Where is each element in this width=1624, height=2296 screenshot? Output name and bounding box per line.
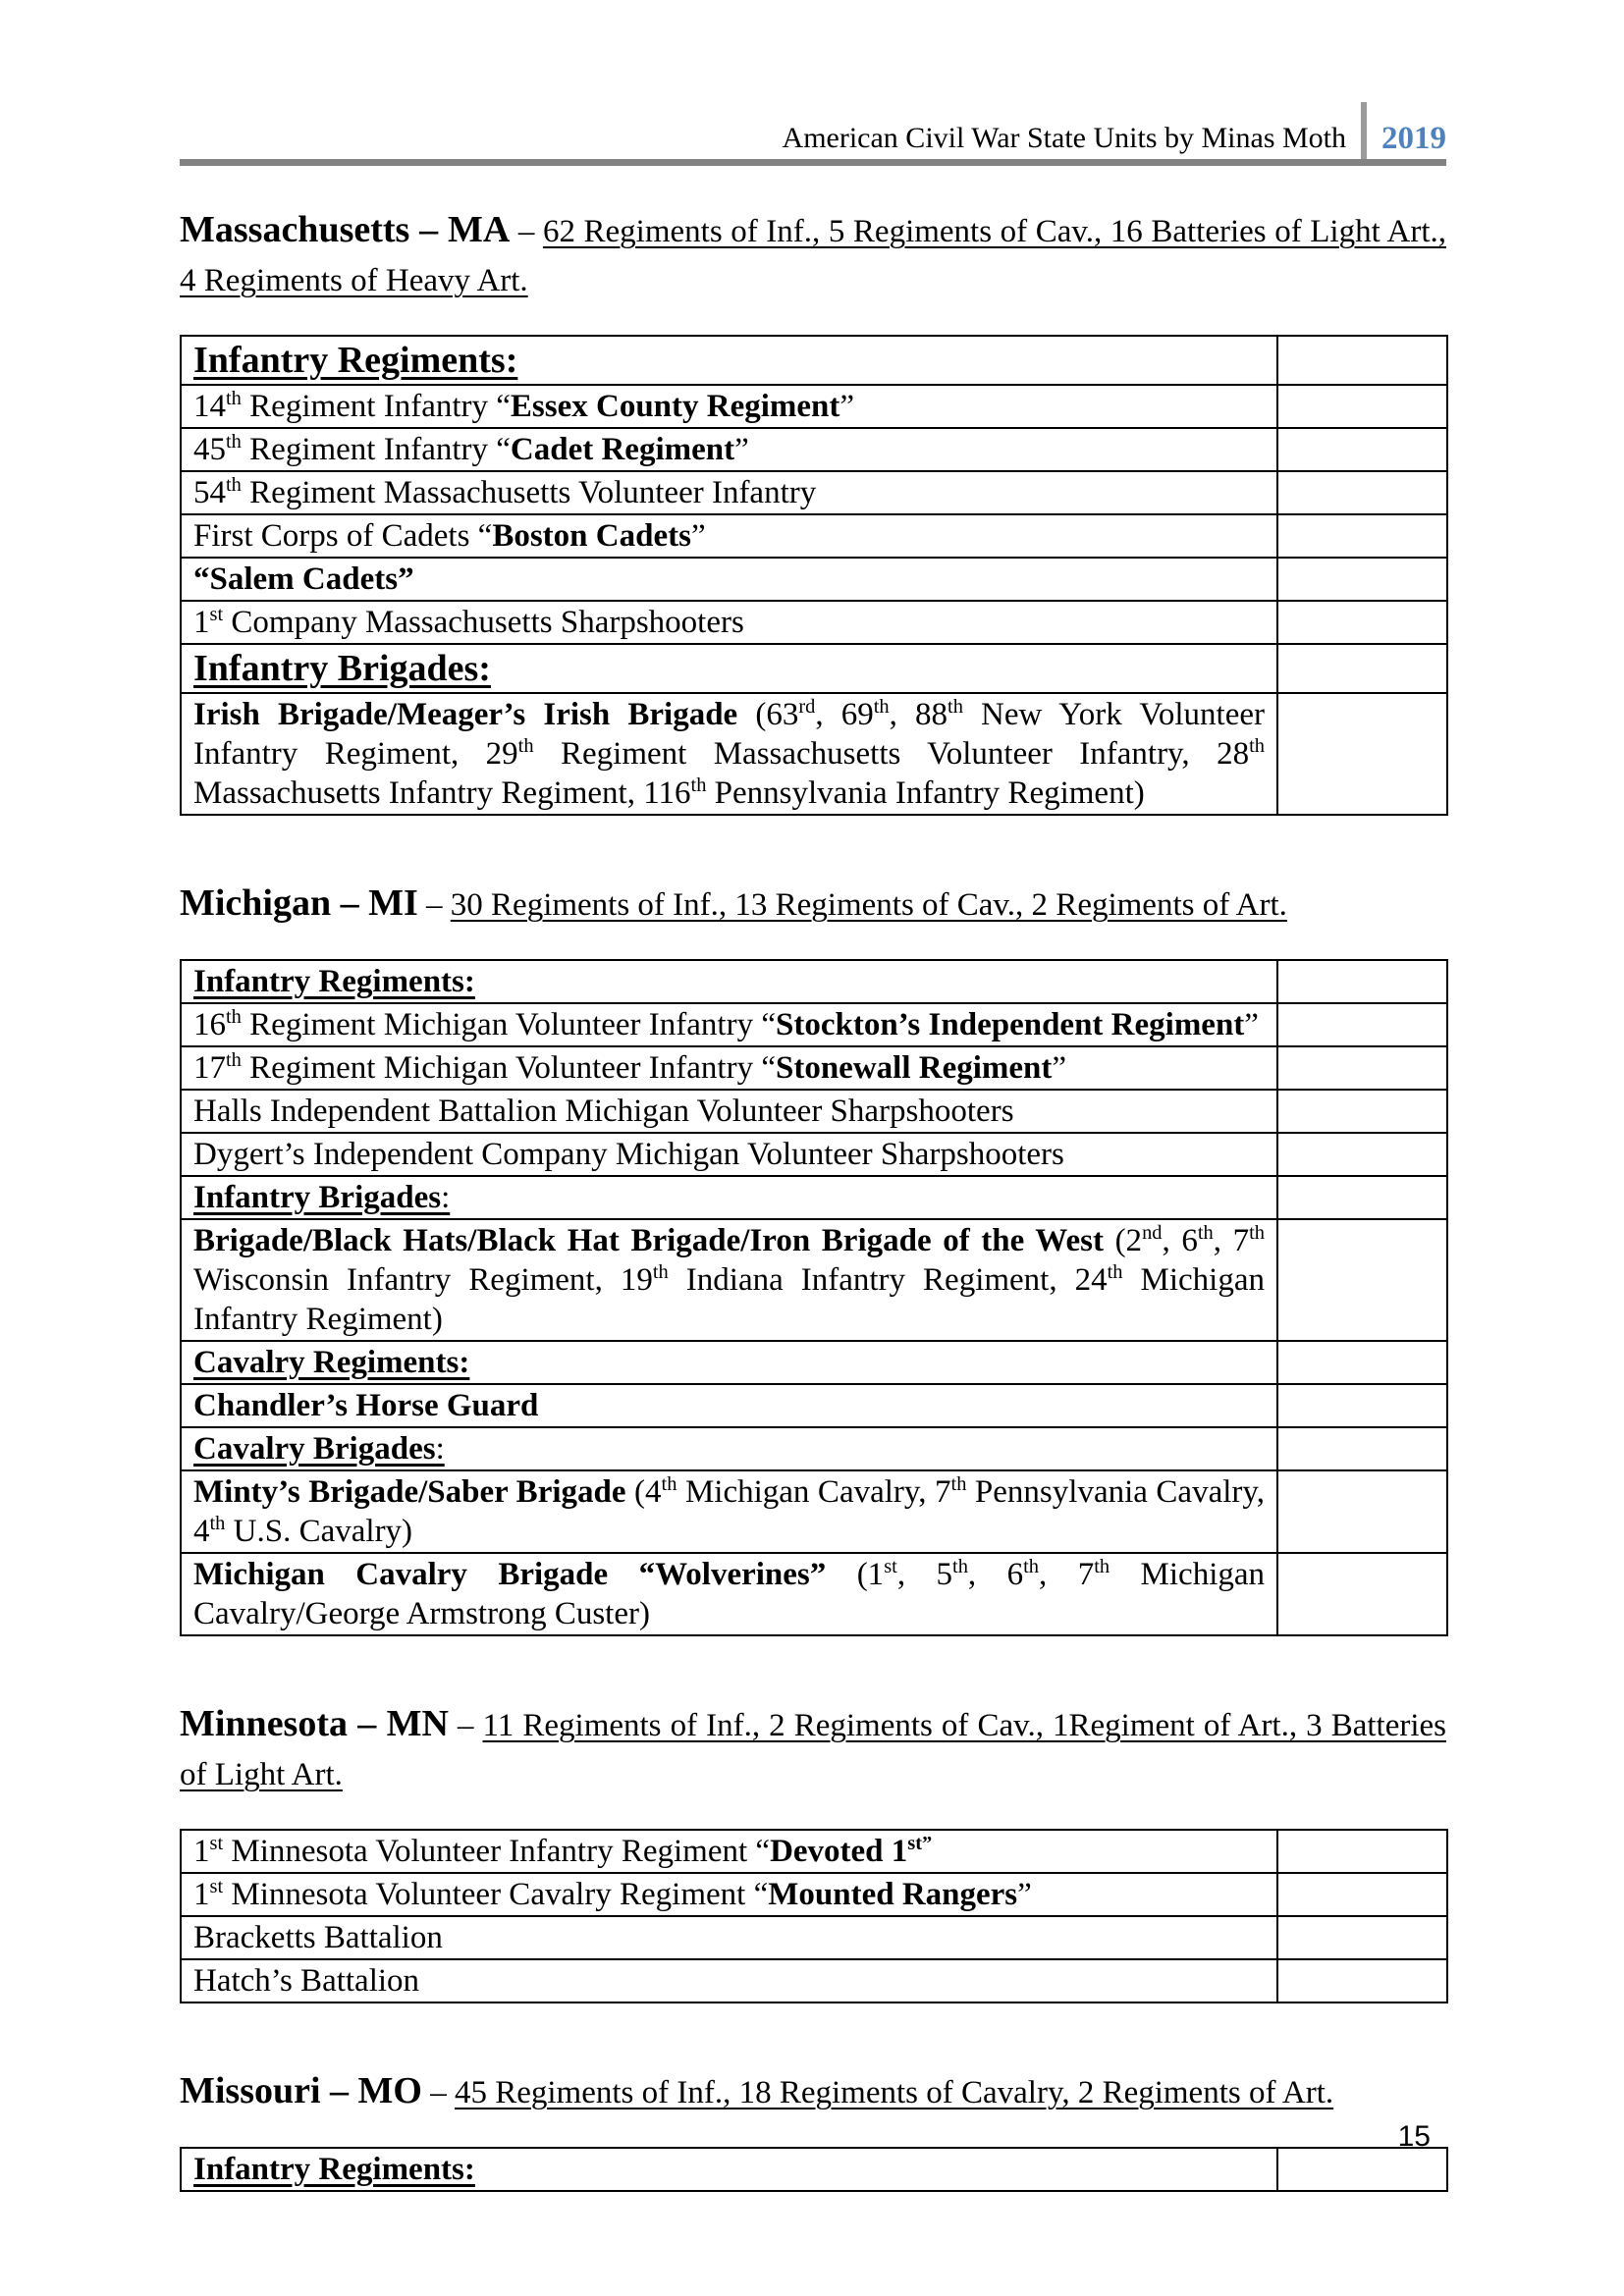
unit-name-cell (181, 1384, 1277, 1427)
text-run: – (510, 214, 543, 249)
text-run: ” (690, 518, 706, 554)
text-run: Michigan – MI (180, 882, 418, 924)
text-run: th (1094, 1556, 1110, 1577)
table-row (181, 1341, 1447, 1384)
text-run: st (884, 1556, 897, 1577)
empty-note-cell (1277, 1830, 1447, 1873)
unit-name-cell (181, 1959, 1277, 2002)
text-run: Minnesota Volunteer Infantry Regiment “ (223, 1834, 771, 1869)
text-run: Bracketts Battalion (193, 1920, 443, 1955)
table-row (181, 1133, 1447, 1176)
page-header (180, 102, 1446, 159)
table-row (181, 1830, 1447, 1873)
text-run: Cavalry Regiments: (193, 1345, 470, 1380)
header-rule (180, 159, 1446, 166)
text-run: U.S. Cavalry) (225, 1514, 413, 1549)
text-run: Massachusetts Infantry Regiment, 116 (193, 775, 691, 811)
text-run: Indiana Infantry Regiment, 24 (668, 1262, 1108, 1298)
section-missouri (180, 2066, 1446, 2192)
empty-note-cell (1277, 471, 1447, 514)
empty-note-cell (1277, 2148, 1447, 2191)
text-run: Michigan Cavalry, 7 (677, 1474, 951, 1510)
unit-name-cell (181, 1427, 1277, 1470)
empty-note-cell (1277, 1046, 1447, 1090)
text-run: Michigan Cavalry Brigade “Wolverines” (193, 1557, 827, 1592)
text-run: Irish Brigade/Meager’s Irish Brigade (193, 697, 738, 732)
section-heading (180, 1699, 1446, 1799)
table-row (181, 644, 1447, 693)
unit-name-cell (181, 558, 1277, 601)
text-run: Essex County Regiment (510, 389, 840, 424)
text-run: th (661, 1473, 677, 1495)
text-run: Infantry Brigades (193, 1180, 442, 1215)
unit-table (180, 959, 1448, 1636)
section-heading (180, 879, 1446, 930)
unit-name-cell (181, 1003, 1277, 1046)
text-run: Cadet Regiment (510, 432, 735, 467)
text-run: th (947, 696, 963, 718)
empty-note-cell (1277, 1090, 1447, 1133)
text-run: Infantry Regiments: (193, 340, 518, 381)
text-run: 30 Regiments of Inf., 13 Regiments of Cav., 2 Regiments of Art. (450, 887, 1287, 923)
text-run: Wisconsin Infantry Regiment, 19 (193, 1262, 653, 1298)
empty-note-cell (1277, 428, 1447, 471)
text-run: Stonewall Regiment (775, 1050, 1053, 1086)
text-run: Dygert’s Independent Company Michigan Volunteer Sharpshooters (193, 1137, 1064, 1172)
empty-note-cell (1277, 1341, 1447, 1384)
empty-note-cell (1277, 601, 1447, 644)
unit-name-cell (181, 960, 1277, 1003)
header-title: American Civil War State Units by Minas Moth (782, 122, 1346, 154)
text-run: th (226, 1006, 242, 1028)
text-run: Regiment Massachusetts Volunteer Infantry, 28 (533, 736, 1250, 772)
empty-note-cell (1277, 1003, 1447, 1046)
unit-name-cell (181, 2148, 1277, 2191)
text-run: th (652, 1261, 669, 1283)
text-run: th (873, 696, 890, 718)
text-run: Regiment Infantry “ (241, 389, 511, 424)
unit-table (180, 1829, 1448, 2003)
table-row (181, 1553, 1447, 1635)
text-run: 14 (193, 389, 226, 424)
text-run: , 6 (967, 1557, 1024, 1592)
unit-table (180, 2147, 1448, 2192)
text-run: nd (1142, 1222, 1163, 1244)
table-row (181, 1090, 1447, 1133)
empty-note-cell (1277, 1427, 1447, 1470)
text-run: (4 (625, 1474, 662, 1510)
text-run: Boston Cadets (492, 518, 691, 554)
text-run: Mounted Rangers (768, 1877, 1018, 1912)
unit-table (180, 335, 1448, 816)
text-run: th (950, 1473, 967, 1495)
text-run: Massachusetts – MA (180, 209, 511, 250)
section-michigan (180, 879, 1446, 1636)
text-run: Regiment Michigan Volunteer Infantry “ (241, 1007, 776, 1042)
text-run: 17 (193, 1050, 226, 1086)
empty-note-cell (1277, 1470, 1447, 1553)
table-row (181, 693, 1447, 815)
unit-name-cell (181, 471, 1277, 514)
unit-name-cell (181, 1090, 1277, 1133)
text-run: st (209, 1833, 224, 1854)
text-run: th (209, 1513, 226, 1534)
text-run: 1 (193, 1877, 210, 1912)
table-row (181, 385, 1447, 428)
text-run: 45 (193, 432, 226, 467)
text-run: Regiment Infantry “ (241, 432, 511, 467)
text-run: ” (1052, 1050, 1067, 1086)
empty-note-cell (1277, 1959, 1447, 2002)
text-run: : (441, 1180, 451, 1215)
text-run: – (421, 2075, 455, 2110)
unit-name-cell (181, 1553, 1277, 1635)
text-run: Company Massachusetts Sharpshooters (223, 605, 744, 640)
table-row (181, 1959, 1447, 2002)
table-row (181, 1176, 1447, 1219)
table-row (181, 1873, 1447, 1916)
empty-note-cell (1277, 1133, 1447, 1176)
text-run: th (517, 735, 534, 757)
text-run: (1 (826, 1557, 885, 1592)
section-massachusetts (180, 205, 1446, 816)
text-run: (63 (737, 697, 799, 732)
text-run: Minty’s Brigade/Saber Brigade (193, 1474, 626, 1510)
text-run: Minnesota – MN (180, 1703, 449, 1744)
page-number: 15 (1397, 2120, 1431, 2153)
text-run: 16 (193, 1007, 226, 1042)
text-run: 62 Regiments of Inf., 5 Regiments of Cav., 16 Batteries of Light Art., 4 Regiments of Heavy Art. (180, 214, 1447, 298)
table-row (181, 514, 1447, 558)
text-run: , 69 (815, 697, 874, 732)
text-run: New York Volunteer Infantry Regiment, 29 (193, 697, 1265, 772)
text-run: th (226, 1049, 242, 1071)
table-row (181, 1427, 1447, 1470)
table-row (181, 1219, 1447, 1341)
text-run: ” (1244, 1007, 1259, 1042)
text-run: “Salem Cadets” (193, 561, 414, 597)
text-run: th (1249, 735, 1265, 757)
header-year: 2019 (1381, 121, 1446, 156)
table-row (181, 428, 1447, 471)
text-run: Chandler’s Horse Guard (193, 1388, 539, 1423)
unit-name-cell (181, 1176, 1277, 1219)
header-divider-bar (1361, 102, 1367, 159)
empty-note-cell (1277, 1219, 1447, 1341)
empty-note-cell (1277, 1176, 1447, 1219)
unit-name-cell (181, 1830, 1277, 1873)
table-row (181, 1384, 1447, 1427)
table-row (181, 1003, 1447, 1046)
text-run: Michigan Infantry Regiment) (193, 1262, 1265, 1337)
section-heading (180, 2066, 1446, 2117)
empty-note-cell (1277, 1916, 1447, 1959)
empty-note-cell (1277, 558, 1447, 601)
text-run: 45 Regiments of Inf., 18 Regiments of Cavalry, 2 Regiments of Art. (454, 2075, 1334, 2110)
text-run: 54 (193, 475, 226, 510)
text-run: Halls Independent Battalion Michigan Volunteer Sharpshooters (193, 1094, 1014, 1129)
text-run: , 7 (1213, 1223, 1250, 1258)
section-heading (180, 205, 1446, 305)
text-run: th (226, 474, 242, 496)
text-run: st (209, 604, 224, 625)
text-run: Devoted 1 (770, 1834, 908, 1869)
text-run: First Corps of Cadets “ (193, 518, 493, 554)
table-row (181, 558, 1447, 601)
text-run: , 6 (1162, 1223, 1198, 1258)
text-run: 11 Regiments of Inf., 2 Regiments of Cav., 1Regiment of Art., 3 Batteries of Light Art. (180, 1708, 1446, 1792)
text-run: Stockton’s Independent Regiment (775, 1007, 1245, 1042)
text-run: Infantry Regiments: (193, 2152, 475, 2187)
unit-name-cell (181, 1873, 1277, 1916)
text-run: ” (839, 389, 855, 424)
empty-note-cell (1277, 1384, 1447, 1427)
unit-name-cell (181, 1916, 1277, 1959)
text-run: – (448, 1708, 483, 1743)
text-run: ” (1017, 1877, 1032, 1912)
text-run: , 5 (896, 1557, 953, 1592)
text-run: Pennsylvania Infantry Regiment) (706, 775, 1145, 811)
unit-name-cell (181, 1470, 1277, 1553)
text-run: st” (907, 1833, 933, 1854)
text-run: th (952, 1556, 968, 1577)
text-run: th (1197, 1222, 1214, 1244)
table-row (181, 471, 1447, 514)
table-row (181, 1046, 1447, 1090)
text-run: : (435, 1431, 445, 1467)
text-run: Michigan Cavalry/George Armstrong Custer) (193, 1557, 1266, 1631)
text-run: (2 (1103, 1223, 1143, 1258)
text-run: Brigade/Black Hats/Black Hat Brigade/Iron Brigade of the West (193, 1223, 1104, 1258)
text-run: Hatch’s Battalion (193, 1963, 420, 1999)
table-row (181, 2148, 1447, 2191)
table-row (181, 960, 1447, 1003)
text-run: th (226, 388, 242, 409)
unit-name-cell (181, 644, 1277, 693)
unit-name-cell (181, 514, 1277, 558)
text-run: Infantry Brigades: (193, 648, 491, 689)
table-row (181, 1470, 1447, 1553)
unit-name-cell (181, 385, 1277, 428)
text-run: ” (734, 432, 749, 467)
text-run: Minnesota Volunteer Cavalry Regiment “ (223, 1877, 769, 1912)
table-row (181, 336, 1447, 385)
text-run: 1 (193, 605, 210, 640)
text-run: th (1107, 1261, 1123, 1283)
unit-name-cell (181, 1219, 1277, 1341)
text-run: Infantry Regiments: (193, 964, 475, 999)
empty-note-cell (1277, 1873, 1447, 1916)
text-run: , 88 (889, 697, 948, 732)
empty-note-cell (1277, 385, 1447, 428)
unit-name-cell (181, 1341, 1277, 1384)
unit-name-cell (181, 428, 1277, 471)
empty-note-cell (1277, 514, 1447, 558)
text-run: Regiment Massachusetts Volunteer Infantry (241, 475, 817, 510)
text-run: th (226, 431, 242, 453)
text-run: th (690, 774, 707, 796)
unit-name-cell (181, 336, 1277, 385)
text-run: th (1249, 1222, 1266, 1244)
text-run: Cavalry Brigades (193, 1431, 436, 1467)
text-run: st (209, 1876, 224, 1897)
text-run: Pennsylvania Cavalry, 4 (193, 1474, 1265, 1549)
unit-name-cell (181, 601, 1277, 644)
table-row (181, 601, 1447, 644)
empty-note-cell (1277, 644, 1447, 693)
text-run: Missouri – MO (180, 2070, 422, 2111)
text-run: th (1023, 1556, 1040, 1577)
unit-name-cell (181, 1046, 1277, 1090)
empty-note-cell (1277, 1553, 1447, 1635)
text-run: , 7 (1039, 1557, 1095, 1592)
empty-note-cell (1277, 336, 1447, 385)
table-row (181, 1916, 1447, 1959)
text-run: rd (798, 696, 816, 718)
text-run: – (417, 887, 451, 923)
section-minnesota (180, 1699, 1446, 2003)
text-run: Regiment Michigan Volunteer Infantry “ (241, 1050, 776, 1086)
empty-note-cell (1277, 693, 1447, 815)
empty-note-cell (1277, 960, 1447, 1003)
unit-name-cell (181, 1133, 1277, 1176)
text-run: 1 (193, 1834, 210, 1869)
unit-name-cell (181, 693, 1277, 815)
